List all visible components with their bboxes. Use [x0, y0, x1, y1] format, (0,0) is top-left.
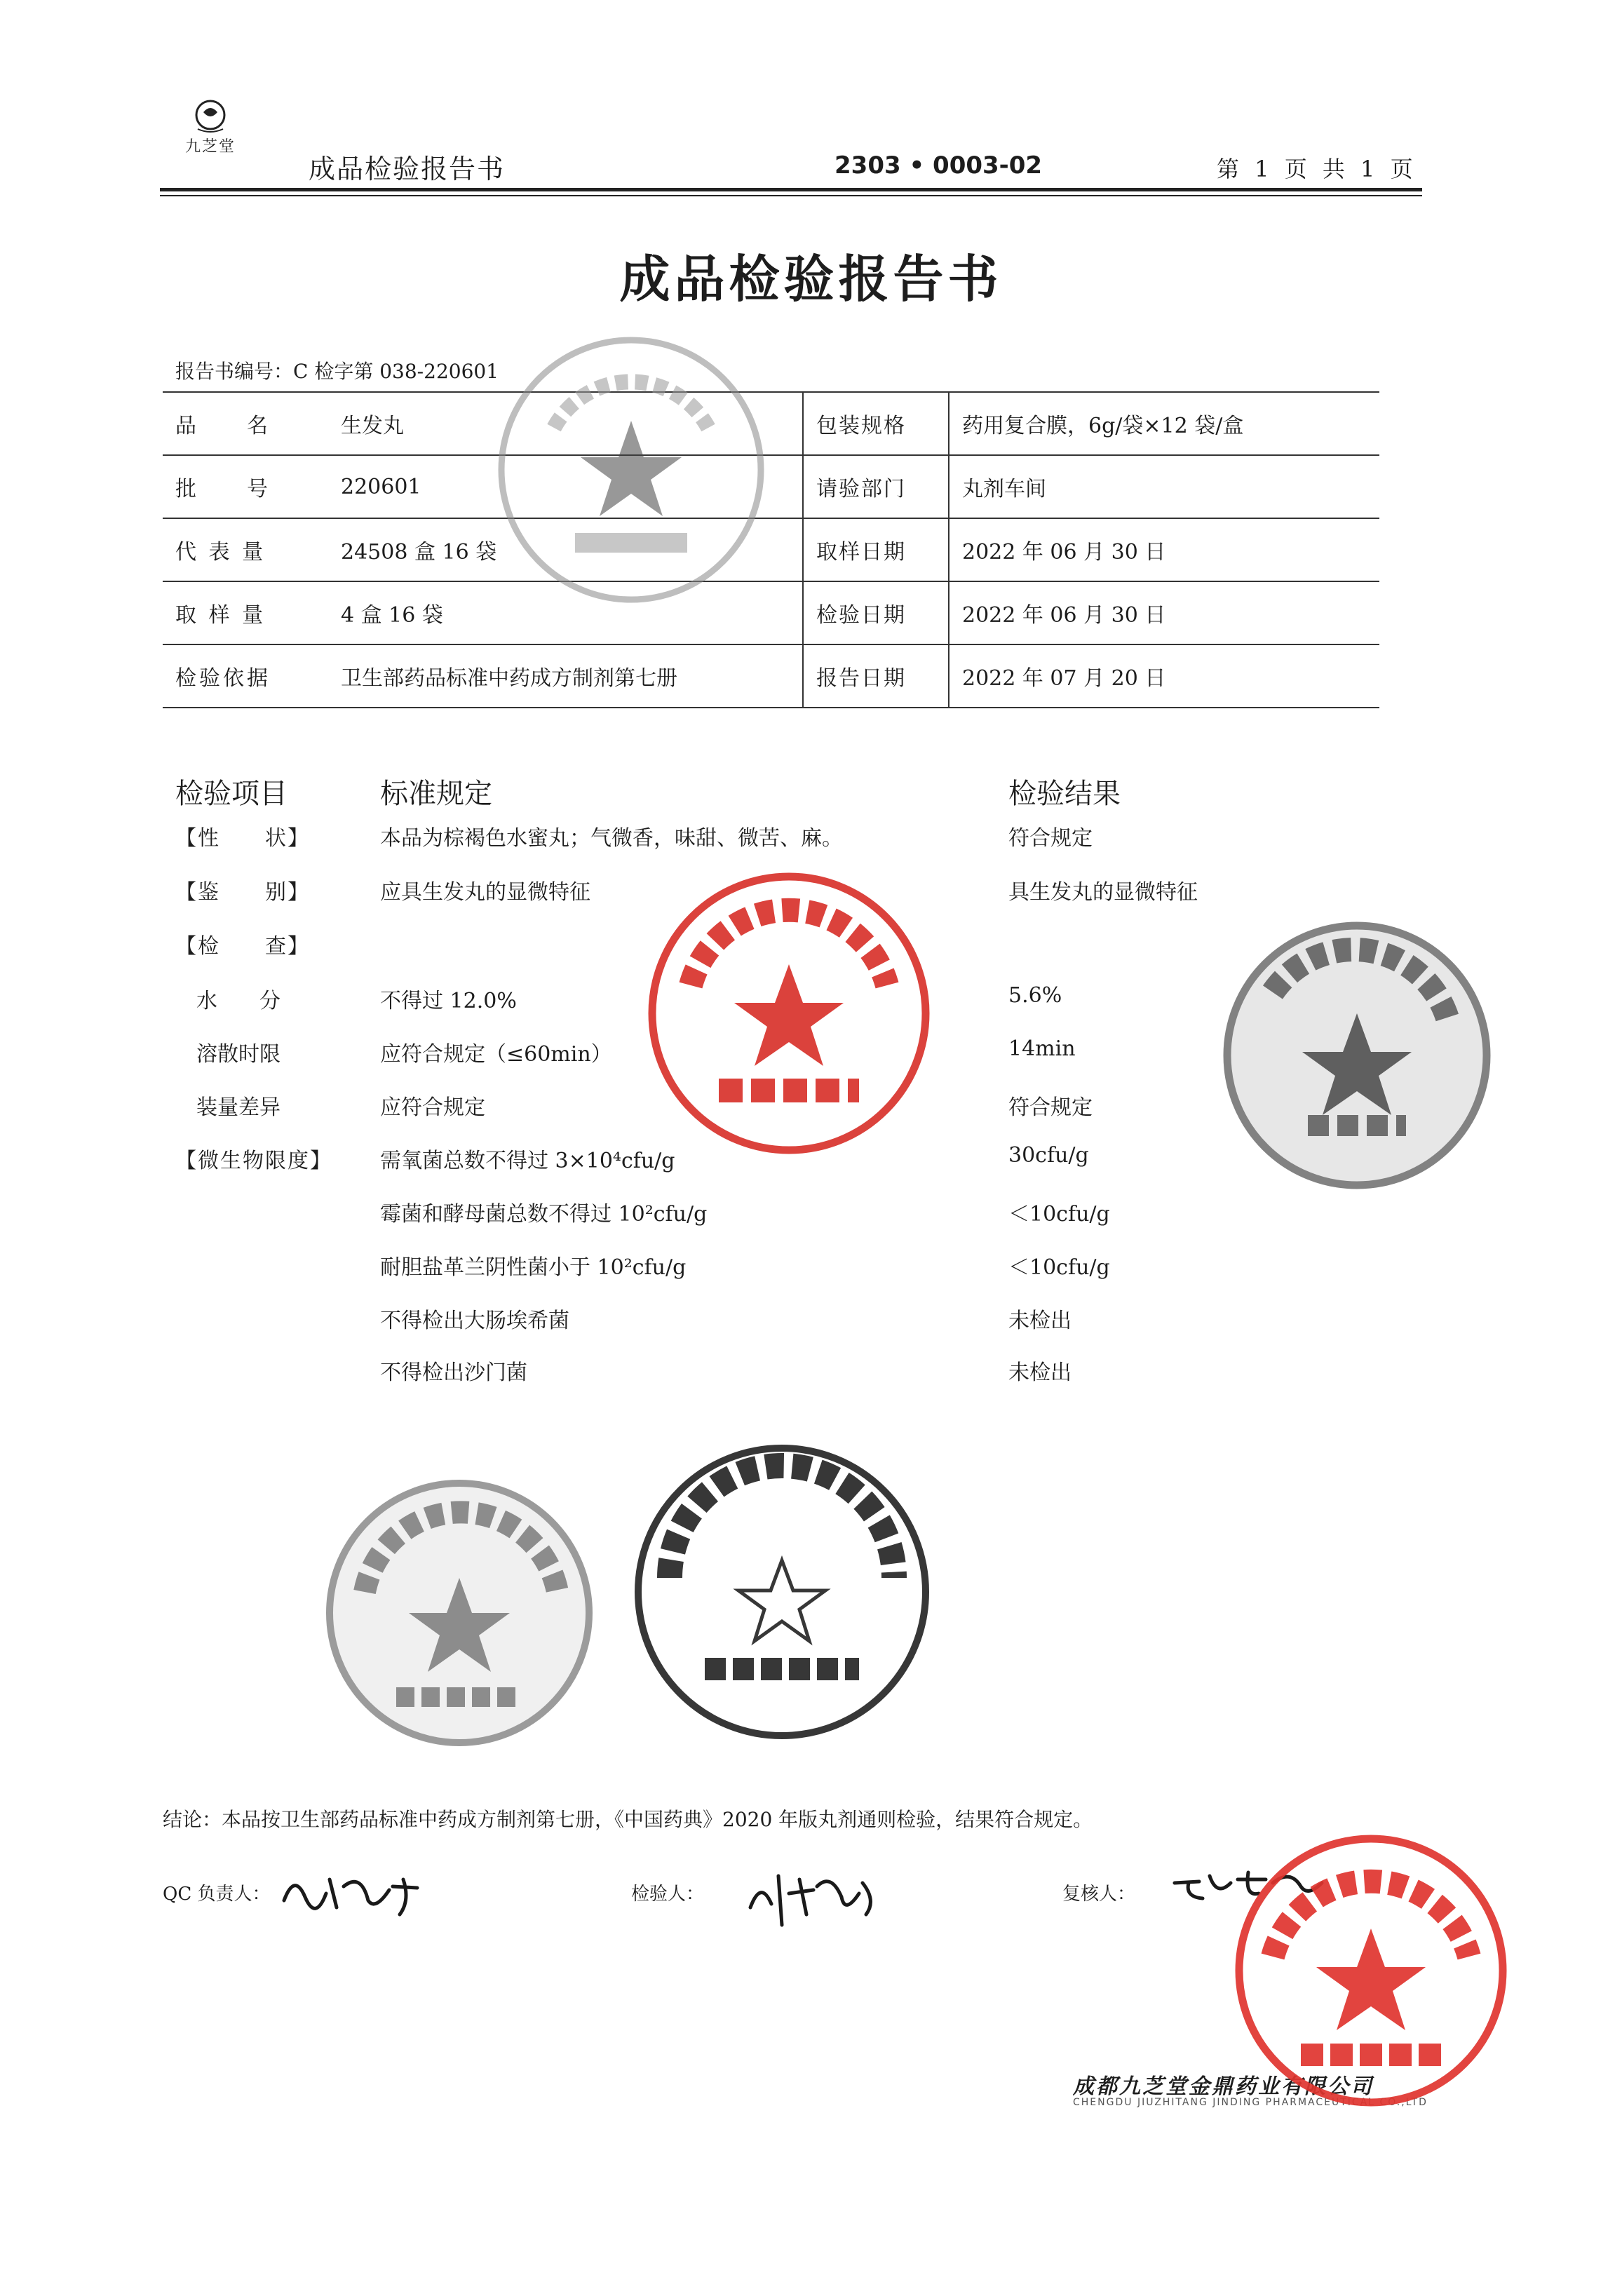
table-row: [163, 644, 1379, 708]
result-row: [175, 1250, 1367, 1292]
result-standard: 应符合规定（≤60min）: [380, 1042, 612, 1067]
stamp-black-center: [628, 1438, 936, 1746]
result-value: 未检出: [1008, 1309, 1072, 1333]
result-value: 30cfu/g: [1008, 1143, 1089, 1168]
result-value: 符合规定: [1008, 826, 1093, 851]
rep-quantity-label: 代 表 量: [163, 518, 328, 581]
stamp-red-center: [642, 866, 936, 1161]
report-date-value: 2022 年 07 月 20 日: [949, 644, 1379, 708]
package-value: 药用复合膜，6g/袋×12 袋/盒: [949, 392, 1379, 455]
footer-company-english: CHENGDU JIUZHITANG JINDING PHARMACEUTICAL CO.,LTD: [1073, 2097, 1428, 2108]
stamp-grey-right: [1217, 915, 1497, 1196]
result-value: ＜10cfu/g: [1008, 1202, 1110, 1227]
sample-date-label: 取样日期: [803, 518, 949, 581]
result-standard: 不得检出大肠埃希菌: [380, 1309, 569, 1333]
document-number: 2303 • 0003-02: [834, 151, 1043, 180]
qc-manager-label: QC 负责人：: [163, 1884, 271, 1905]
result-item: 【性 状】: [175, 826, 310, 851]
report-number: 报告书编号：C 检字第 038-220601: [175, 360, 499, 383]
result-standard: 不得过 12.0%: [380, 989, 517, 1013]
result-item: 装量差异: [196, 1095, 281, 1120]
test-date-label: 检验日期: [803, 581, 949, 644]
result-item: 溶散时限: [196, 1042, 281, 1067]
qc-signature: [277, 1858, 438, 1922]
result-item: 【检 查】: [175, 934, 310, 959]
product-name-label: 品 名: [163, 392, 328, 455]
batch-value: 220601: [328, 455, 803, 518]
logo-text: 九芝堂: [184, 138, 236, 156]
result-standard: 应符合规定: [380, 1095, 485, 1120]
result-row: [175, 1196, 1367, 1238]
result-value: 5.6%: [1008, 983, 1062, 1008]
dept-label: 请验部门: [803, 455, 949, 518]
test-date-value: 2022 年 06 月 30 日: [949, 581, 1379, 644]
result-value: 符合规定: [1008, 1095, 1093, 1120]
result-standard: 需氧菌总数不得过 3×10⁴cfu/g: [380, 1149, 675, 1173]
inspector-signature: [740, 1858, 894, 1936]
result-standard: 应具生发丸的显微特征: [380, 880, 590, 905]
header-rule: [160, 188, 1422, 191]
result-row: [175, 821, 1367, 863]
basis-value: 卫生部药品标准中药成方制剂第七册: [328, 644, 803, 708]
page-number: 第 1 页 共 1 页: [1217, 156, 1417, 182]
stamp-grey-left: [319, 1473, 600, 1753]
product-name-value: 生发丸: [328, 392, 803, 455]
result-standard: 本品为棕褐色水蜜丸；气微香，味甜、微苦、麻。: [380, 826, 843, 851]
main-title: 成品检验报告书: [619, 250, 1003, 309]
company-logo: [172, 98, 249, 156]
result-item: 【微生物限度】: [175, 1149, 332, 1173]
result-value: 未检出: [1008, 1360, 1072, 1385]
reviewer-label: 复核人：: [1062, 1884, 1136, 1905]
result-row: [175, 1303, 1367, 1345]
sample-quantity-value: 4 盒 16 袋: [328, 581, 803, 644]
conclusion-text: 结论：本品按卫生部药品标准中药成方制剂第七册，《中国药典》2020 年版丸剂通则检验，结果符合规定。: [163, 1808, 1093, 1831]
result-standard: 耐胆盐革兰阴性菌小于 10²cfu/g: [380, 1255, 687, 1280]
basis-label: 检验依据: [163, 644, 328, 708]
result-row: [175, 1355, 1367, 1397]
result-item: 水 分: [196, 989, 281, 1013]
footer-company-name: 成都九芝堂金鼎药业有限公司: [1073, 2074, 1374, 2099]
batch-label: 批 号: [163, 455, 328, 518]
result-item: 【鉴 别】: [175, 880, 310, 905]
header-rule-thin: [160, 195, 1422, 196]
inspector-label: 检验人：: [631, 1884, 705, 1905]
dept-value: 丸剂车间: [949, 455, 1379, 518]
logo-mark-icon: [189, 98, 231, 135]
result-value: ＜10cfu/g: [1008, 1255, 1110, 1280]
rep-quantity-value: 24508 盒 16 袋: [328, 518, 803, 581]
package-label: 包装规格: [803, 392, 949, 455]
sample-date-value: 2022 年 06 月 30 日: [949, 518, 1379, 581]
result-value: 14min: [1008, 1036, 1076, 1061]
results-header-item: 检验项目: [175, 778, 288, 810]
header-title: 成品检验报告书: [309, 154, 506, 184]
result-value: 具生发丸的显微特征: [1008, 880, 1198, 905]
result-standard: 霉菌和酵母菌总数不得过 10²cfu/g: [380, 1202, 708, 1227]
stamp-top-grey: [491, 330, 771, 610]
result-standard: 不得检出沙门菌: [380, 1360, 527, 1385]
sample-quantity-label: 取 样 量: [163, 581, 328, 644]
stamp-red-bottom: [1231, 1830, 1511, 2111]
results-header-result: 检验结果: [1008, 778, 1121, 810]
results-header-standard: 标准规定: [380, 778, 492, 810]
report-date-label: 报告日期: [803, 644, 949, 708]
